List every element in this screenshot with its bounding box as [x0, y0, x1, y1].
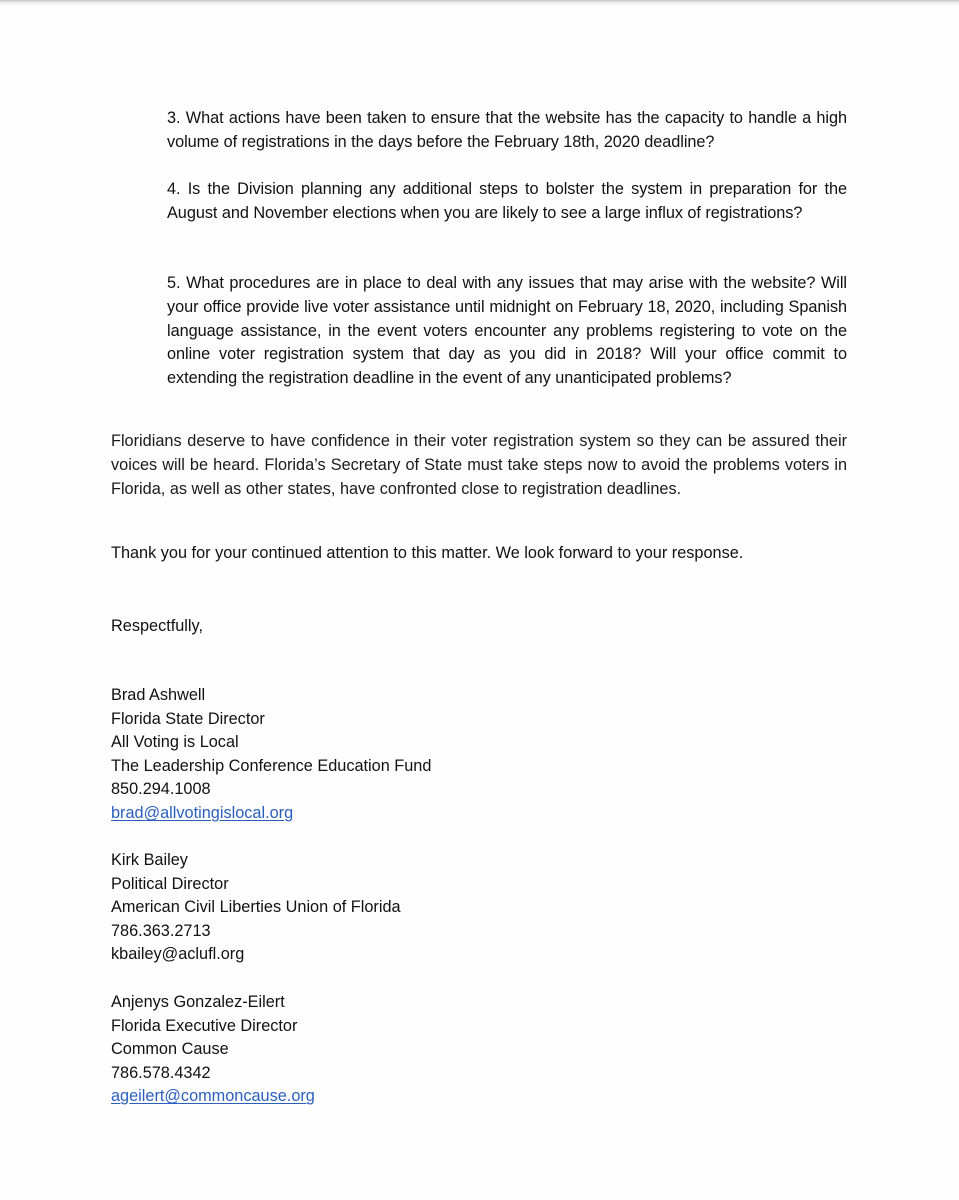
question-text: Is the Division planning any additional steps to bolster the system in preparation for the August and November elections when you are likely to see a large influx of registrations?	[167, 180, 847, 222]
signatory-block	[111, 684, 431, 826]
question-number: 3.	[167, 109, 181, 127]
signatory-email-link[interactable]: brad@allvotingislocal.org	[111, 803, 294, 822]
signatory-phone: 786.363.2713	[111, 921, 211, 940]
signoff: Respectfully,	[111, 617, 203, 635]
closing-paragraph: Floridians deserve to have confidence in their voter registration system so they can be assured their voices will be heard. Florida’s Secretary of State must take steps now to avoid the problems voters in Florida, as well as other states, have confronted close to registration deadlines.	[111, 432, 847, 498]
signatory-block	[111, 849, 401, 967]
thanks-line: Thank you for your continued attention to this matter. We look forward to your response.	[111, 544, 744, 562]
signatory-name: Brad Ashwell	[111, 686, 206, 704]
signatory-email-link[interactable]: ageilert@commoncause.org	[111, 1087, 315, 1106]
question-5	[167, 272, 847, 391]
question-number: 5.	[167, 274, 181, 292]
question-3	[167, 107, 847, 155]
signatory-email: kbailey@aclufl.org	[111, 945, 245, 964]
question-text: What actions have been taken to ensure that the website has the capacity to handle a high volume of registrations in the days before the February 18th, 2020 deadline?	[167, 109, 847, 151]
signatory-title: Political Director	[111, 874, 229, 893]
signatory-organization: Common Cause	[111, 1040, 229, 1059]
signatory-organization-parent: The Leadership Conference Education Fund	[111, 756, 432, 775]
signatory-block	[111, 991, 315, 1109]
signatory-title: Florida State Director	[111, 709, 265, 728]
signatory-title: Florida Executive Director	[111, 1016, 298, 1035]
signatory-phone: 850.294.1008	[111, 780, 211, 799]
question-text: What procedures are in place to deal with any issues that may arise with the website? Will your office provide live voter assistance until midnight on February 18, 2020, including Spanish language assistance, in the event voters encounter any problems registering to vote on the online voter registration system that day as you did in 2018? Will your office commit to extending the registration deadline in the event of any unanticipated problems?	[167, 274, 847, 388]
signatory-phone: 786.578.4342	[111, 1063, 211, 1082]
question-number: 4.	[167, 180, 181, 198]
signatory-organization: All Voting is Local	[111, 733, 239, 752]
signatory-organization: American Civil Liberties Union of Florida	[111, 898, 401, 917]
page-top-edge-shadow	[0, 0, 959, 6]
signatory-name: Anjenys Gonzalez-Eilert	[111, 993, 285, 1011]
signatory-name: Kirk Bailey	[111, 851, 188, 869]
question-4	[167, 178, 847, 226]
